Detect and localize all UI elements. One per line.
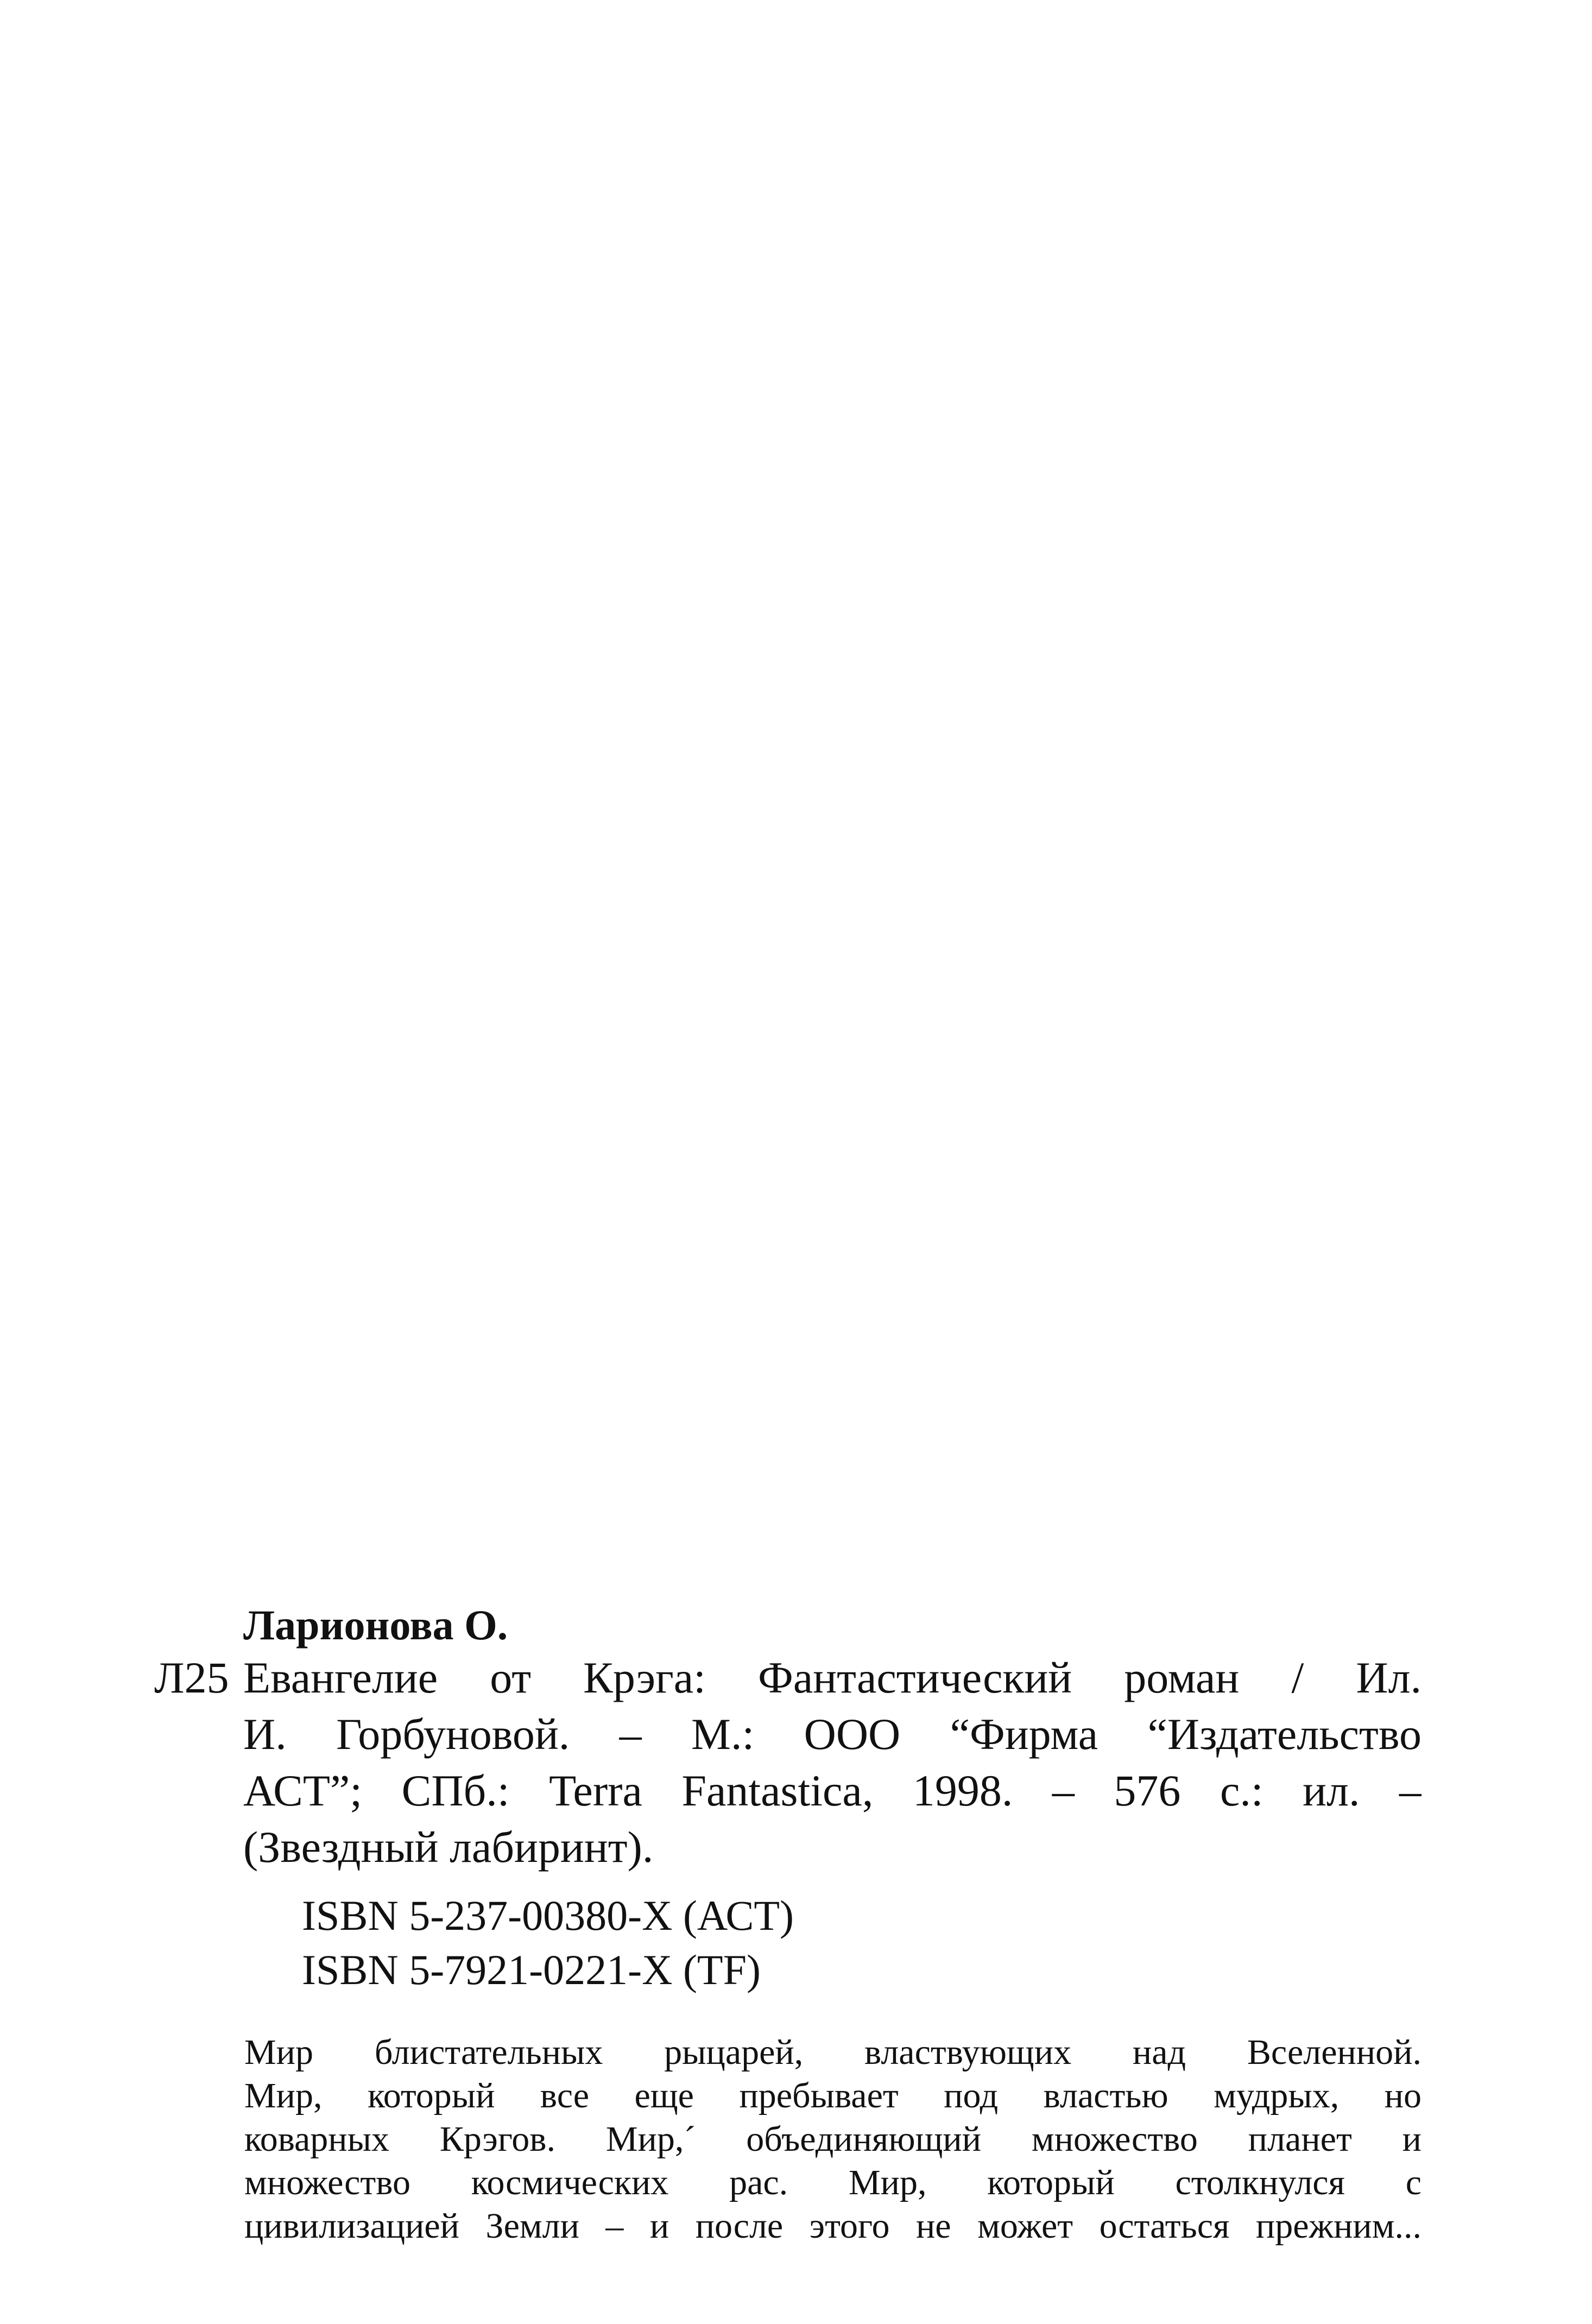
description-line: (Звездный лабиринт). [243,1822,654,1872]
annotation-line: цивилизацией Земли – и после этого не может остаться прежним... [244,2206,1422,2246]
annotation-line: Мир, который все еще пребывает под властью мудрых, но [244,2076,1422,2115]
catalog-code: Л25 [154,1653,229,1702]
description-line: И. Горбуновой. – М.: ООО “Фирма “Издательство [243,1709,1422,1759]
annotation-line: коварных Крэгов. Мир,´ объединяющий множество планет и [244,2119,1422,2159]
isbn-block [302,1889,794,1997]
annotation-line: множество космических рас. Мир, который столкнулся с [244,2163,1422,2202]
description-line: Евангелие от Крэга: Фантастический роман / Ил. [243,1653,1422,1702]
author-name: Ларионова О. [243,1601,508,1649]
description-line: АСТ”; СПб.: Terra Fantastica, 1998. – 576 с.: ил. – [243,1766,1422,1815]
bibliographic-description [243,1650,1422,1875]
annotation [244,2031,1422,2248]
annotation-line: Мир блистательных рыцарей, властвующих над Вселенной. [244,2032,1422,2072]
isbn-line: ISBN 5-7921-0221-X (TF) [302,1946,761,1993]
isbn-line: ISBN 5-237-00380-X (АСТ) [302,1892,794,1939]
